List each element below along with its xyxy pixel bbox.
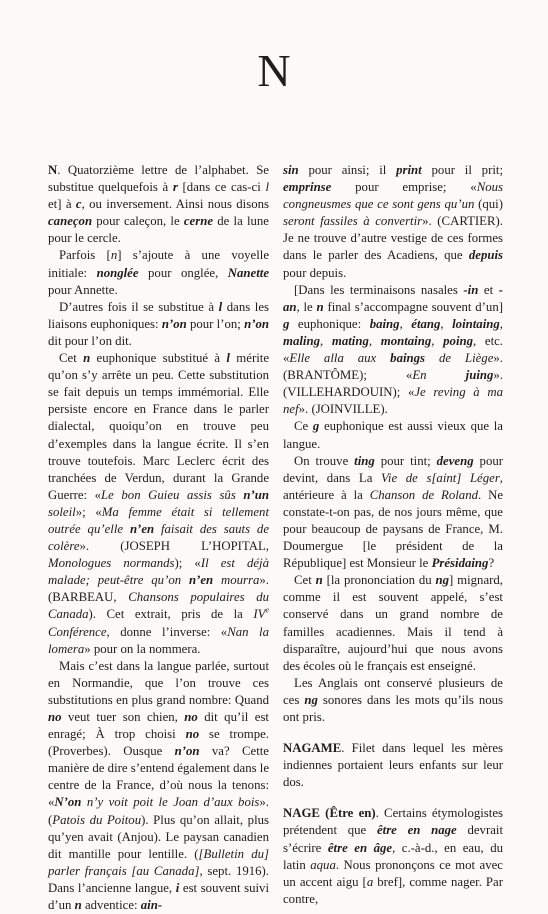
text-run: , sept. 1916). Dans l’ancienne langue, bbox=[48, 863, 269, 895]
text-run: » pour on la nommera. bbox=[84, 641, 201, 656]
text-run: pour emprise; « bbox=[331, 180, 477, 195]
text-run: pour caleçon, le bbox=[92, 214, 184, 229]
headword-text: ng bbox=[435, 573, 450, 588]
text-run: a bbox=[366, 874, 374, 889]
text-run: ] s’ajoute à une voyelle initiale: bbox=[48, 248, 269, 280]
text-run: et] à bbox=[48, 197, 76, 212]
headword-text: ng bbox=[304, 692, 318, 707]
headword-text: emprinse bbox=[283, 180, 332, 195]
text-run: aqua bbox=[310, 857, 336, 872]
headword-text: juing bbox=[465, 368, 494, 383]
headword-text: c bbox=[75, 197, 82, 212]
text-run: veut tuer son chien, bbox=[61, 710, 185, 724]
headword-text: n’un bbox=[243, 487, 269, 502]
headword-text: g bbox=[312, 419, 320, 434]
headword-text: N bbox=[48, 163, 58, 177]
headword-text: deveng bbox=[436, 453, 474, 468]
text-run: de la lune pour le cercle. bbox=[48, 214, 269, 246]
text-run: , bbox=[399, 316, 412, 331]
text-run: Les Anglais ont conservé plusieurs de ces bbox=[283, 675, 503, 707]
text-run: , bbox=[440, 316, 453, 331]
text-run: pour onglée, bbox=[138, 265, 228, 280]
headword-text: n’on bbox=[174, 744, 200, 759]
headword-text: poing bbox=[443, 333, 474, 348]
text-run: euphonique est aussi vieux que la langue. bbox=[283, 419, 503, 451]
text-run: Patois du Poitou bbox=[52, 812, 142, 827]
headword-text: g bbox=[283, 316, 290, 331]
headword-text: no bbox=[184, 710, 198, 724]
headword-text: n’on bbox=[161, 316, 187, 331]
headword-text: nonglée bbox=[96, 265, 139, 280]
text-run: (qui) bbox=[474, 197, 503, 212]
text-run: [Bulletin du] parler français [au Canada] bbox=[48, 846, 269, 878]
text-run: Chansons populaires du Canada bbox=[48, 590, 270, 622]
text-run: sonores dans les mots qu’ils nous ont pris. bbox=[283, 692, 503, 724]
paragraph bbox=[283, 282, 503, 419]
text-run: pour l’on; bbox=[186, 316, 245, 331]
text-run: ». (CARTIER). Je ne trouve d’autre vestige de ces formes dans le parler des Acadiens, que bbox=[283, 214, 503, 263]
text-run: Il est déjà malade; peut-être qu’on bbox=[48, 556, 269, 588]
paragraph bbox=[48, 658, 269, 914]
text-run: , antérieure à la bbox=[283, 470, 503, 502]
headword-text: i bbox=[175, 880, 180, 895]
section-letter: N bbox=[257, 45, 291, 96]
dictionary-entry bbox=[283, 740, 503, 791]
text-run: bref], comme nager. Par contre, bbox=[283, 874, 503, 906]
text-run: Vie de s[aint] Léger bbox=[381, 470, 500, 485]
text-run: dans les liaisons euphoniques: bbox=[48, 299, 269, 331]
headword-text: r bbox=[172, 180, 178, 195]
headword-text: l bbox=[218, 299, 223, 314]
text-run: ». (BRANTÔME); « bbox=[283, 351, 503, 383]
text-run: . Filet dans lequel les mères indiennes portaient leurs enfants sur leur dos. bbox=[283, 741, 503, 790]
text-run: pour Annette. bbox=[48, 282, 118, 297]
text-run: , bbox=[499, 316, 503, 331]
headword-text: n bbox=[83, 351, 91, 366]
text-run: faisait des sauts de colère bbox=[48, 521, 269, 554]
text-run: En bbox=[412, 368, 466, 383]
text-run: [Dans les terminaisons nasales bbox=[294, 282, 464, 297]
paragraph bbox=[283, 418, 503, 452]
text-run: , bbox=[431, 333, 444, 348]
text-run: On trouve bbox=[294, 453, 355, 468]
headword-text: l bbox=[226, 351, 230, 366]
text-run: Chanson de Roland bbox=[369, 487, 478, 502]
headword-text: lointaing bbox=[452, 316, 500, 331]
text-run: ); « bbox=[174, 556, 201, 571]
headword-text: NAGAME bbox=[283, 741, 342, 756]
text-run: l bbox=[265, 180, 270, 195]
text-run: ] mignard, comme il est souvent appelé, s’est conservé dans un grand nombre de familles acadiennes. Mais il tend à disparaître, aujourd’hui que nous avons des écoles où le français est enseigné. bbox=[283, 573, 503, 673]
headword-text: Présidaing bbox=[431, 556, 489, 571]
text-run: , ou inversement. Ainsi nous disons bbox=[81, 197, 269, 212]
headword-text: être en nage bbox=[376, 823, 457, 838]
text-run: se trompe. (Proverbes). Ousque bbox=[48, 727, 269, 759]
text-run: ». (JOINVILLE). bbox=[298, 402, 388, 417]
text-run: de Liège bbox=[425, 351, 494, 366]
text-run: ? bbox=[488, 556, 495, 571]
headword-text: no bbox=[185, 727, 200, 742]
text-run: pour devint, dans La bbox=[283, 453, 503, 485]
text-run: Ma femme était si tellement outrée qu’elle bbox=[48, 504, 269, 536]
headword-text: n bbox=[74, 898, 82, 913]
text-run: , bbox=[319, 333, 332, 348]
text-run: . Certains étymologistes prétendent que bbox=[283, 806, 503, 838]
paragraph bbox=[48, 162, 269, 247]
text-run: . Quatorzième lettre de l’alphabet. Se substitue quelquefois à bbox=[48, 163, 269, 195]
text-run: »; « bbox=[75, 504, 102, 519]
paragraph bbox=[283, 675, 503, 726]
headword-text: baing bbox=[369, 316, 400, 331]
text-run: pour tint; bbox=[374, 453, 437, 468]
text-run: ». (VILLEHARDOUIN); « bbox=[283, 368, 504, 400]
text-run: pour ainsi; il bbox=[298, 163, 397, 177]
text-run: , le bbox=[296, 299, 317, 314]
text-run: , donne l’inverse: « bbox=[106, 624, 228, 639]
headword-text: être en âge bbox=[327, 840, 393, 855]
text-run: ). Cet extrait, pris de la bbox=[88, 607, 254, 622]
text-run: , etc. « bbox=[283, 333, 504, 366]
text-run: euphonique: bbox=[289, 316, 370, 331]
paragraph bbox=[48, 247, 269, 298]
paragraph bbox=[283, 162, 503, 282]
text-run: seront fassiles à convertir bbox=[283, 214, 423, 229]
headword-text: n’on bbox=[244, 316, 269, 331]
text-run: IV bbox=[253, 607, 266, 622]
headword-text: cerne bbox=[183, 214, 214, 229]
headword-text: -an bbox=[283, 282, 503, 314]
left-column bbox=[48, 162, 269, 914]
text-run: ). Plus qu’on allait, plus qu’yen avait (Anjou). Le paysan canadien dit mantille pour lentille. ( bbox=[48, 812, 270, 861]
paragraph bbox=[48, 350, 269, 658]
headword-text: depuis bbox=[468, 248, 503, 263]
headword-text: -in bbox=[463, 282, 479, 297]
text-run: Cet bbox=[294, 573, 316, 588]
text-run: pour depuis. bbox=[283, 265, 347, 280]
headword-text: N’on bbox=[54, 795, 82, 810]
headword-text: Nanette bbox=[227, 265, 269, 280]
text-run: , bbox=[368, 333, 381, 348]
headword-text: n bbox=[315, 573, 323, 588]
text-run: Conférence bbox=[48, 624, 107, 639]
text-run: Ce bbox=[294, 419, 313, 434]
text-run: mourra bbox=[213, 573, 260, 588]
headword-text: n’en bbox=[188, 573, 214, 588]
headword-text: n bbox=[316, 299, 324, 314]
headword-text: print bbox=[396, 163, 422, 177]
text-run: est souvent suivi d’un bbox=[48, 880, 270, 913]
text-run: n’y voit poit le Joan d’aux bois bbox=[81, 795, 260, 810]
paragraph bbox=[283, 453, 503, 573]
text-run: mérite qu’on s’y arrête un peu. Cette substitution se fait depuis un temps immémorial. Elle persiste encore en France dans le parler dialectal, quoiqu’on en trouve peu d’exemples dans la langue écrite. Il s’en trouve toutefois. Marc Leclerc écrit des tranchées de Verdun, durant la Grande Guerre: « bbox=[48, 351, 269, 502]
text-run: Je reving à ma nef bbox=[283, 385, 503, 417]
text-run: Nan la lomera bbox=[48, 624, 269, 656]
text-run: dit pour l’on dit. bbox=[48, 333, 132, 348]
text-run: soleil bbox=[48, 504, 76, 519]
dictionary-entry bbox=[283, 805, 503, 908]
text-run: [la prononciation du bbox=[322, 573, 436, 588]
text-run: va? Cette manière de dire s’entend également dans le centre de la France, d’où nous la tenons: « bbox=[48, 744, 270, 810]
headword-text: montaing bbox=[380, 333, 432, 348]
paragraph bbox=[283, 572, 503, 675]
text-run: ». ( bbox=[48, 795, 269, 827]
headword-text: ain- bbox=[140, 898, 163, 913]
text-run: Nous congneusmes que ce sont gens qu’un bbox=[283, 180, 503, 212]
text-run: . Ne constate-t-on pas, de nos jours même, que pour beaucoup de paysans de France, M. Doumergue [le président de la République] est Monsieur le bbox=[283, 487, 503, 571]
headword-text: mating bbox=[331, 333, 369, 348]
headword-text: maling bbox=[283, 333, 320, 348]
text-run: n bbox=[110, 248, 118, 263]
text-run: Elle alla aux bbox=[289, 351, 391, 366]
text-run: Monologues normands bbox=[48, 556, 175, 571]
text-run: devrait s’écrire bbox=[283, 823, 503, 855]
text-run: dit qu’il est enragé; À trop choisi bbox=[48, 710, 269, 742]
headword-text: n’en bbox=[129, 521, 155, 536]
text-run: . Nous prononçons ce mot avec un accent aigu [ bbox=[283, 857, 503, 889]
headword-text: sin bbox=[283, 163, 299, 177]
headword-text: caneçon bbox=[48, 214, 93, 229]
right-column bbox=[283, 162, 503, 908]
headword-text: ting bbox=[354, 453, 375, 468]
headword-text: no bbox=[48, 710, 62, 724]
text-run: Mais c’est dans la langue parlée, surtout en Normandie, que l’on trouve ces substitutions en plus grand nombre: Quand bbox=[48, 658, 269, 707]
text-run: ». (BARBEAU, bbox=[48, 573, 269, 605]
text-run: ». (JOSEPH L’HOPITAL, bbox=[79, 539, 269, 554]
text-run: Cet bbox=[59, 351, 84, 366]
text-run: [dans ce cas-ci bbox=[177, 180, 266, 195]
paragraph bbox=[48, 299, 269, 350]
text-run: adventice: bbox=[81, 898, 141, 913]
text-run: et bbox=[478, 282, 499, 297]
text-run: Parfois [ bbox=[59, 248, 111, 263]
text-run: , c.-à-d., en eau, du latin bbox=[283, 840, 503, 872]
headword-text: étang bbox=[411, 316, 441, 331]
text-run: D’autres fois il se substitue à bbox=[59, 299, 219, 314]
text-run: e bbox=[265, 606, 269, 616]
text-run: final s’accompagne souvent d’un] bbox=[323, 299, 503, 314]
text-run: euphonique substitué à bbox=[90, 351, 227, 366]
headword-text: baings bbox=[390, 351, 426, 366]
headword-text: NAGE (Être en) bbox=[283, 806, 376, 821]
text-run: Le bon Guieu assis sûs bbox=[101, 487, 244, 502]
text-run: pour il prit; bbox=[421, 163, 504, 177]
